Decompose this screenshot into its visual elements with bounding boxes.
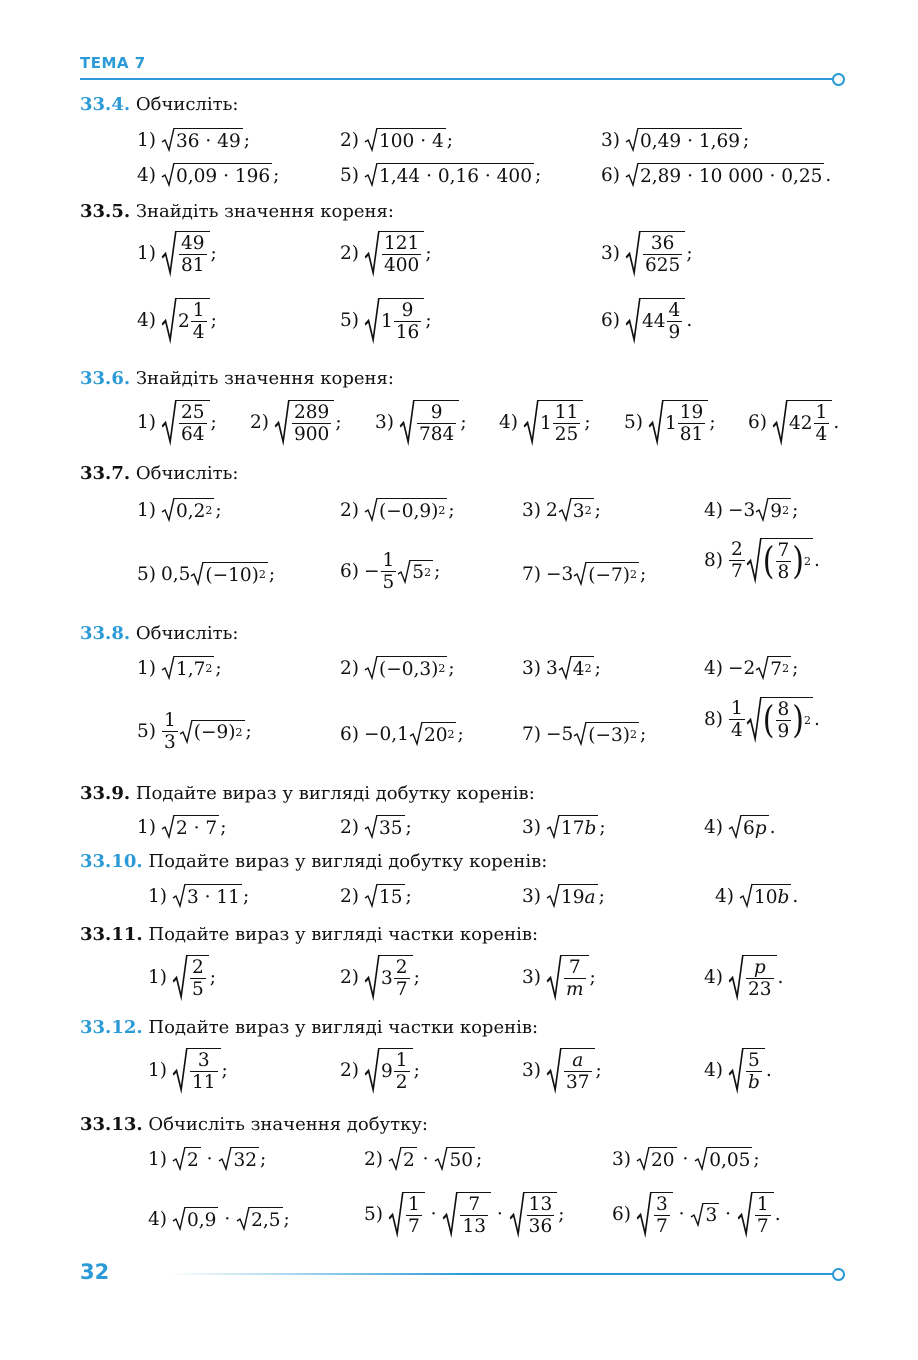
radical: 1 19 81 — [648, 400, 708, 446]
radical — [161, 298, 210, 344]
item-5 — [340, 163, 541, 187]
punct: ; — [446, 129, 453, 151]
radical: 3 2 7 — [364, 955, 413, 1001]
radical: a 37 — [546, 1048, 595, 1094]
item-label: 2) — [340, 129, 359, 151]
item-6: 6) − $\frac{1}{5}$ 5 2 ; — [340, 550, 441, 594]
problem-title: Подайте вираз у вигляді частки коренів: — [148, 1017, 539, 1038]
item-label: 3) — [601, 129, 620, 151]
radical: 9 1 2 — [364, 1048, 413, 1094]
item-5: 5) 1 9 16 ; — [340, 300, 432, 344]
radical: 7 m — [546, 955, 589, 1001]
item-2 — [340, 128, 453, 152]
radical: (−9) 2 — [179, 720, 245, 744]
radical: ( 7 8 ) 2 — [746, 538, 813, 584]
problem-33-5 — [80, 201, 394, 222]
radical: (−7) 2 — [573, 562, 639, 586]
radical — [625, 231, 685, 277]
fraction: $\frac{1}{5}$ — [382, 550, 395, 594]
radical: 5 b — [728, 1048, 765, 1094]
item-4: 4) 0,9 · 2,5 ; — [148, 1208, 290, 1231]
item-1: 1) 3 · 11 ; — [148, 885, 250, 908]
radical — [364, 128, 446, 152]
radical — [364, 298, 424, 344]
radical — [161, 128, 243, 152]
item-2: 2) 9 1 2 ; — [340, 1050, 420, 1094]
item-3: 3) a 37 ; — [522, 1050, 602, 1094]
item-7: 7) −3 (−7) 2 ; — [522, 563, 647, 586]
item-3: 3) 2 3 2 ; — [522, 499, 601, 522]
radical: ( 8 9 ) 2 — [746, 697, 813, 743]
radical: 2 5 — [172, 955, 209, 1001]
item-1: 1) 0,2 2 ; — [137, 499, 222, 522]
radical — [625, 298, 685, 344]
item-6: 6) 42 1 4 . — [748, 402, 840, 446]
radical: 3 2 — [558, 498, 594, 522]
radicand: 0,49 · 1,69 — [638, 128, 742, 152]
item-2: 2) (−0,9) 2 ; — [340, 499, 455, 522]
fraction: 36 625 — [645, 233, 681, 277]
item-3: 3) 19 a ; — [522, 885, 605, 908]
radical — [161, 400, 210, 446]
problem-title: Подайте вираз у вигляді добутку коренів: — [135, 783, 535, 804]
item-label: 3) — [601, 243, 620, 265]
item-6 — [601, 163, 831, 187]
item-3: 3) 36 625 ; — [601, 233, 693, 277]
fraction: 2 7 — [731, 539, 743, 583]
radical — [161, 163, 272, 187]
item-4 — [137, 163, 279, 187]
radical: 5 2 — [397, 560, 433, 584]
problem-title: Знайдіть значення кореня: — [135, 201, 394, 222]
punct: ; — [534, 164, 542, 186]
radical: 20 2 — [409, 722, 457, 746]
radicand: 36 · 49 — [174, 128, 243, 152]
top-rule — [80, 78, 836, 80]
radical — [161, 231, 210, 277]
fraction: 1 4 — [731, 698, 743, 742]
radical: 3 11 — [172, 1048, 221, 1094]
radical — [625, 128, 742, 152]
item-3: 3) 17 b ; — [522, 816, 606, 839]
page-number: 32 — [80, 1260, 110, 1284]
radicand: 1,44 · 0,16 · 400 — [377, 163, 534, 187]
radicand: 100 · 4 — [377, 128, 446, 152]
problem-number: 33.5. — [80, 201, 131, 222]
item-3: 3) 3 4 2 ; — [522, 657, 601, 680]
problem-number: 33.12. — [80, 1017, 143, 1038]
bottom-rule — [170, 1273, 836, 1275]
item-1: 1) 2 · 7 ; — [137, 816, 227, 839]
problem-33-12 — [80, 1017, 538, 1038]
item-2: 2) 121 400 ; — [340, 233, 432, 277]
radical — [364, 163, 534, 187]
mixed-number: 2 1 4 — [178, 300, 205, 344]
item-label: 4) — [137, 310, 156, 332]
item-1 — [137, 128, 250, 152]
radical: 3 · 11 — [172, 884, 242, 908]
radicand: 0,09 · 196 — [174, 163, 272, 187]
item-6: 6) −0,1 20 2 ; — [340, 723, 464, 746]
problem-33-13 — [80, 1114, 428, 1135]
item-2: 2) 35 ; — [340, 816, 412, 839]
radical: 17 b — [546, 815, 598, 839]
item-label: 1) — [137, 129, 156, 151]
radical: 42 1 4 — [772, 400, 832, 446]
item-3: 3) 20 · 0,05 ; — [612, 1148, 760, 1171]
fraction: 25 64 — [181, 402, 205, 446]
problem-title: Знайдіть значення кореня: — [135, 368, 394, 389]
problem-33-4 — [80, 94, 238, 115]
item-3: 3) 9 784 ; — [375, 402, 467, 446]
radical: 35 — [364, 815, 405, 839]
radical: 9 2 — [755, 498, 791, 522]
mixed-number: 44 4 9 — [642, 300, 681, 344]
item-6: 6) 3 7 · 3 · 1 7 . — [612, 1194, 781, 1238]
radical — [274, 400, 334, 446]
item-label: 5) — [340, 164, 359, 186]
item-6: 6) 44 4 9 . — [601, 300, 693, 344]
item-2: 2) 15 ; — [340, 885, 412, 908]
radical: 1,7 2 — [161, 656, 214, 680]
problem-number: 33.6. — [80, 368, 131, 389]
item-8: 8) 1 4 ( 8 9 ) 2 . — [704, 698, 820, 743]
radical: 4 2 — [558, 656, 594, 680]
problem-33-8 — [80, 623, 238, 644]
problem-number: 33.10. — [80, 851, 143, 872]
mixed-number: 1 9 16 — [381, 300, 420, 344]
item-4: 4) 10 b . — [715, 885, 799, 908]
punct: ; — [273, 164, 280, 186]
item-4: 4) 5 b . — [704, 1050, 772, 1094]
radical: 0,2 2 — [161, 498, 214, 522]
item-label: 2) — [340, 243, 359, 265]
item-4: 4) p 23 . — [704, 957, 784, 1001]
item-7: 7) −5 (−3) 2 ; — [522, 723, 647, 746]
item-label: 6) — [601, 310, 620, 332]
radical: (−10) 2 — [190, 562, 267, 586]
fraction: 49 81 — [181, 233, 205, 277]
item-3 — [601, 128, 749, 152]
item-3: 3) 7 m ; — [522, 957, 596, 1001]
item-1: 1) 2 · 32 ; — [148, 1148, 267, 1171]
item-1: 1) 49 81 ; — [137, 233, 217, 277]
problem-33-7 — [80, 463, 238, 484]
problem-33-11 — [80, 924, 538, 945]
punct: ; — [243, 129, 250, 151]
radical: p 23 — [728, 955, 777, 1001]
fraction: 1 3 — [164, 710, 176, 754]
item-5: 5) 1 7 · 7 13 · 13 36 ; — [364, 1194, 565, 1238]
problem-33-6 — [80, 368, 394, 389]
item-label: 6) — [601, 164, 620, 186]
item-4: 4) 6 p . — [704, 816, 776, 839]
problem-number: 33.9. — [80, 783, 131, 804]
rule-end-circle — [832, 73, 845, 86]
item-4: 4) −3 9 2 ; — [704, 499, 799, 522]
fraction: 9 784 — [419, 402, 455, 446]
item-1: 1) 2 5 ; — [148, 957, 217, 1001]
item-5: 5) 0,5 (−10) 2 ; — [137, 563, 276, 586]
item-2: 2) 3 2 7 ; — [340, 957, 420, 1001]
item-label: 4) — [137, 164, 156, 186]
problem-number: 33.11. — [80, 924, 143, 945]
radical: 6 p — [728, 815, 769, 839]
radical — [364, 231, 424, 277]
problem-33-10 — [80, 851, 547, 872]
radical: (−0,9) 2 — [364, 498, 447, 522]
radical: (−0,3) 2 — [364, 656, 447, 680]
item-1: 1) 3 11 ; — [148, 1050, 228, 1094]
item-5: 5) 1 19 81 ; — [624, 402, 716, 446]
problem-title: Обчисліть: — [135, 463, 239, 484]
rule-end-circle — [832, 1268, 845, 1281]
item-1: 1) 25 64 ; — [137, 402, 217, 446]
radical: 15 — [364, 884, 405, 908]
radical: 2 · 7 — [161, 815, 219, 839]
radical — [399, 400, 459, 446]
problem-title: Обчисліть: — [135, 623, 239, 644]
item-5: 5) 1 3 (−9) 2 ; — [137, 710, 252, 754]
item-2: 2) 2 · 50 ; — [364, 1148, 483, 1171]
problem-title: Обчисліть: — [135, 94, 239, 115]
problem-33-9 — [80, 783, 535, 804]
radical: 1 11 25 — [523, 400, 583, 446]
punct: . — [825, 164, 832, 186]
problem-title: Подайте вираз у вигляді добутку коренів: — [148, 851, 548, 872]
item-2: 2) (−0,3) 2 ; — [340, 657, 455, 680]
item-label: 5) — [340, 310, 359, 332]
item-4: 4) 2 1 4 ; — [137, 300, 217, 344]
item-8: 8) 2 7 ( 7 8 ) 2 . — [704, 539, 820, 584]
item-1: 1) 1,7 2 ; — [137, 657, 222, 680]
item-4: 4) 1 11 25 ; — [499, 402, 591, 446]
item-4: 4) −2 7 2 ; — [704, 657, 799, 680]
problem-number: 33.4. — [80, 94, 131, 115]
punct: ; — [743, 129, 750, 151]
radical: 19 a — [546, 884, 598, 908]
problem-title: Подайте вираз у вигляді частки коренів: — [148, 924, 539, 945]
problem-number: 33.7. — [80, 463, 131, 484]
radical: 10 b — [739, 884, 791, 908]
item-label: 1) — [137, 243, 156, 265]
radical — [625, 163, 824, 187]
radicand: 2,89 · 10 000 · 0,25 — [638, 163, 824, 187]
radical: 7 2 — [755, 656, 791, 680]
fraction: 289 900 — [294, 402, 330, 446]
problem-number: 33.8. — [80, 623, 131, 644]
topic-label: ТЕМА 7 — [80, 54, 146, 72]
fraction: 121 400 — [384, 233, 420, 277]
problem-number: 33.13. — [80, 1114, 143, 1135]
problem-title: Обчисліть значення добутку: — [148, 1114, 428, 1135]
radical: (−3) 2 — [573, 722, 639, 746]
item-2: 2) 289 900 ; — [250, 402, 342, 446]
